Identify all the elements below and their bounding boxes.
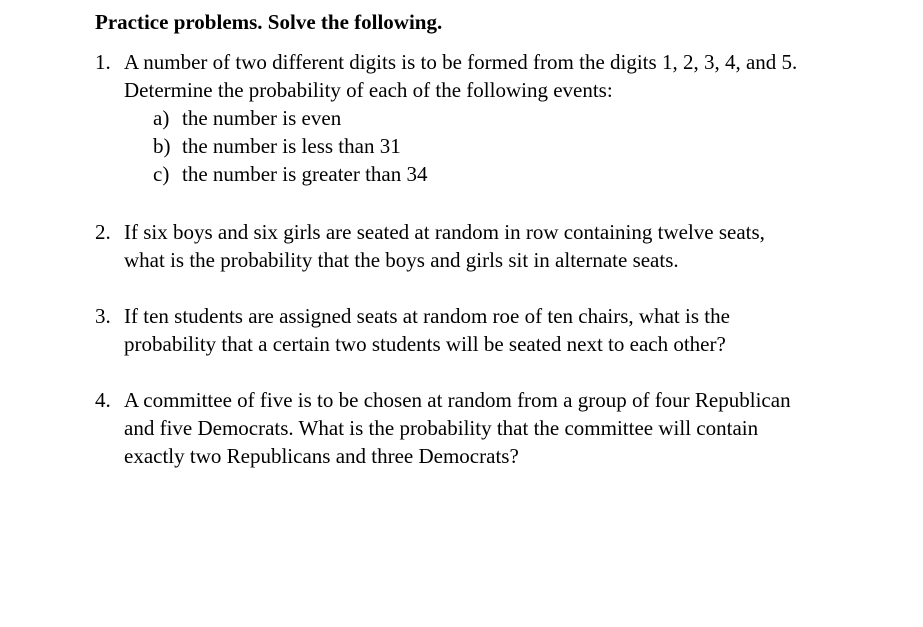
problem-line: If ten students are assigned seats at random roe of ten chairs, what is the — [124, 304, 730, 328]
sub-question-b — [153, 132, 895, 160]
problem-line: probability that a certain two students will be seated next to each other? — [124, 332, 726, 356]
problem-text — [124, 302, 895, 358]
sub-question-text: the number is less than 31 — [182, 134, 401, 158]
sub-question-letter: c) — [153, 162, 170, 186]
problem-text — [124, 48, 895, 104]
sub-question-list — [153, 104, 895, 188]
sub-question-text: the number is even — [182, 106, 342, 130]
problem-number: 1. — [95, 50, 111, 74]
problem-number: 3. — [95, 304, 111, 328]
problem-text — [124, 386, 895, 470]
problem-text — [124, 218, 895, 274]
sub-question-c — [153, 160, 895, 188]
page-heading: Practice problems. Solve the following. — [95, 10, 443, 34]
problem-line: A committee of five is to be chosen at random from a group of four Republican — [124, 388, 791, 412]
problem-line: what is the probability that the boys and girls sit in alternate seats. — [124, 248, 679, 272]
problem-line: exactly two Republicans and three Democrats? — [124, 444, 519, 468]
problem-number: 2. — [95, 220, 111, 244]
sub-question-a — [153, 104, 895, 132]
problem-line: A number of two different digits is to be formed from the digits 1, 2, 3, 4, and 5. — [124, 50, 798, 74]
sub-question-letter: a) — [153, 106, 170, 130]
problem-4 — [95, 386, 895, 470]
problem-line: and five Democrats. What is the probability that the committee will contain — [124, 416, 759, 440]
problem-1 — [95, 48, 895, 188]
problem-number: 4. — [95, 388, 111, 412]
sub-question-letter: b) — [153, 134, 171, 158]
sub-question-text: the number is greater than 34 — [182, 162, 428, 186]
problem-line: Determine the probability of each of the following events: — [124, 78, 613, 102]
problem-3 — [95, 302, 895, 358]
problem-2 — [95, 218, 895, 274]
problem-line: If six boys and six girls are seated at random in row containing twelve seats, — [124, 220, 765, 244]
